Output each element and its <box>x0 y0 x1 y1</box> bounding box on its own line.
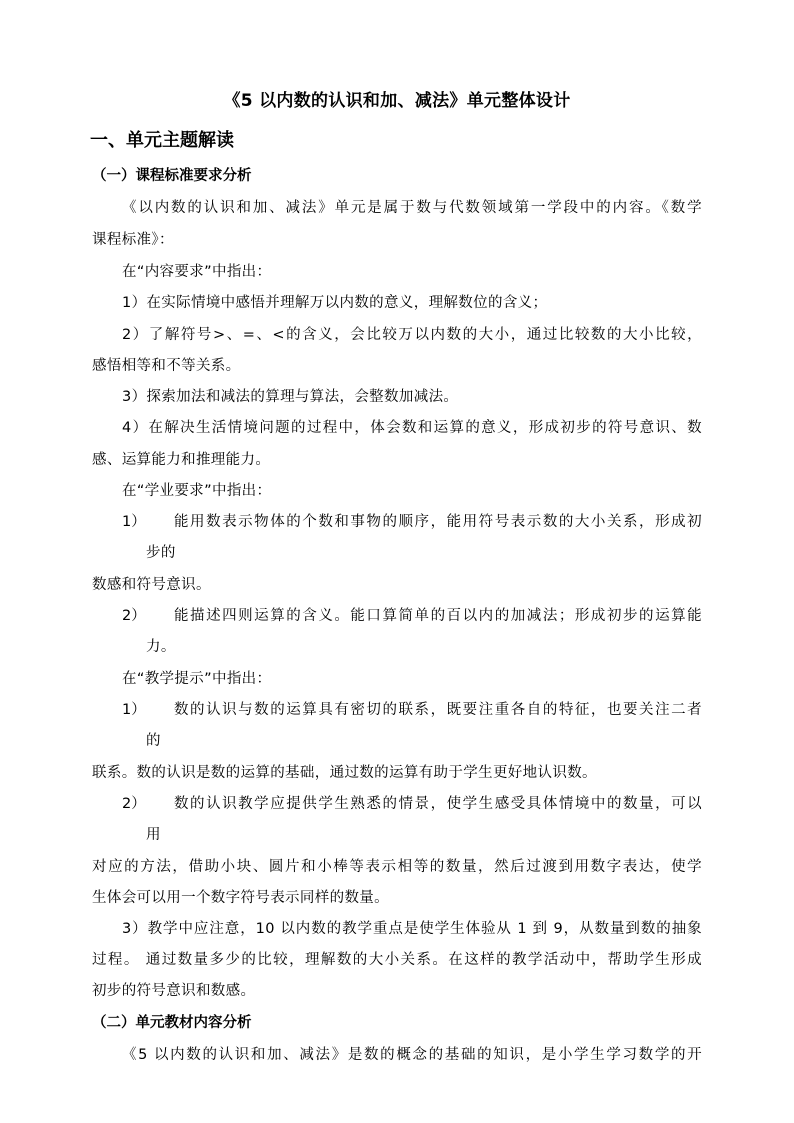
subsection-heading-textbook-content: （二）单元教材内容分析 <box>92 1015 252 1031</box>
paragraph-line: 课程标准》： <box>92 232 174 248</box>
list-item-continuation: 初步的符号意识和数感。 <box>92 983 256 999</box>
list-item: 2）了解符号>、=、<的含义，会比较万以内数的大小，通过比较数的大小比较， <box>122 327 702 343</box>
list-item-continuation: 对应的方法，借助小块、圆片和小棒等表示相等的数量，然后过渡到用数字表达，使学 <box>92 859 702 875</box>
list-item-continuation: 数感和符号意识。 <box>92 577 211 593</box>
academic-requirement-label: 在“学业要求”中指出： <box>122 483 272 499</box>
list-item-continuation: 用 <box>146 827 161 843</box>
section-heading-unit-theme: 一、单元主题解读 <box>90 130 234 151</box>
list-number: 2） <box>122 796 146 812</box>
list-item-continuation: 步的 <box>146 545 176 561</box>
list-item-continuation: 生体会可以用一个数字符号表示同样的数量。 <box>92 890 389 906</box>
teaching-tip-label: 在“教学提示”中指出： <box>122 671 272 687</box>
list-item-continuation: 力。 <box>146 639 176 655</box>
list-item: 1）在实际情境中感悟并理解万以内数的意义，理解数位的含义； <box>122 295 548 311</box>
list-item: 3）探索加法和减法的算理与算法，会整数加减法。 <box>122 389 459 405</box>
document-title: 《5 以内数的认识和加、减法》单元整体设计 <box>223 91 571 111</box>
list-item-continuation: 的 <box>146 733 161 749</box>
list-item-continuation: 感、运算能力和推理能力。 <box>92 452 271 468</box>
list-item: 能描述四则运算的含义。能口算简单的百以内的加减法；形成初步的运算能 <box>174 608 702 624</box>
paragraph-line: 《5 以内数的认识和加、减法》是数的概念的基础的知识，是小学生学习数学的开 <box>122 1047 702 1063</box>
content-requirement-label: 在“内容要求”中指出： <box>122 264 272 280</box>
list-item-continuation: 感悟相等和不等关系。 <box>92 358 241 374</box>
list-number: 2） <box>122 608 146 624</box>
list-item: 4）在解决生活情境问题的过程中，体会数和运算的意义，形成初步的符号意识、数 <box>122 420 702 436</box>
list-item-continuation: 联系。数的认识是数的运算的基础，通过数的运算有助于学生更好地认识数。 <box>92 765 597 781</box>
list-item-continuation: 过程。 通过数量多少的比较，理解数的大小关系。在这样的教学活动中，帮助学生形成 <box>92 952 702 968</box>
list-item: 能用数表示物体的个数和事物的顺序，能用符号表示数的大小关系，形成初 <box>174 514 702 530</box>
list-item: 数的认识与数的运算具有密切的联系，既要注重各自的特征，也要关注二者 <box>174 702 702 718</box>
list-item: 数的认识教学应提供学生熟悉的情景，使学生感受具体情境中的数量，可以 <box>174 796 702 812</box>
paragraph-line: 《以内数的认识和加、减法》单元是属于数与代数领域第一学段中的内容。《数学 <box>122 200 702 216</box>
subsection-heading-curriculum-standard: （一）课程标准要求分析 <box>92 168 252 184</box>
list-number: 1） <box>122 514 146 530</box>
list-number: 1） <box>122 702 146 718</box>
list-item: 3）教学中应注意，10 以内数的教学重点是使学生体验从 1 到 9，从数量到数的抽象 <box>122 921 702 937</box>
